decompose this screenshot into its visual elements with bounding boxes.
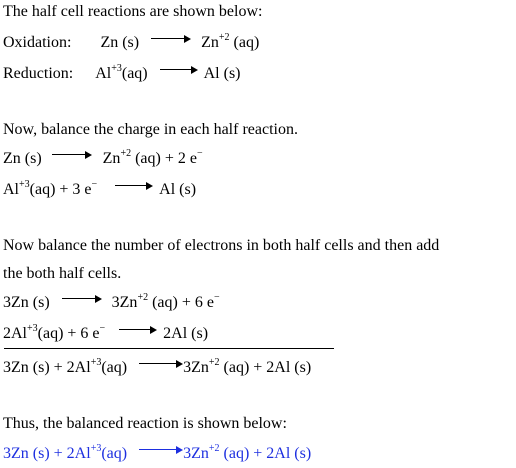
electron-heading-2: the both half cells. [3,265,122,282]
el-1-left: 3Zn (s) [3,294,50,311]
el-2-left-base: 2Al [3,325,27,342]
final-right-charge: +2 [208,443,220,454]
el-1-right-base: 3Zn [111,294,138,311]
sum-right-charge: +2 [208,357,220,368]
reaction-arrow-icon [139,445,183,455]
charge-2-left-base: Al [3,181,19,198]
oxidation-right-charge: +2 [218,32,230,43]
sum-equation [3,358,311,378]
reaction-arrow-icon [119,325,157,335]
charge-heading: Now, balance the charge in each half reaction. [3,121,298,138]
reduction-left-charge: +3 [111,63,122,74]
el-1-right-charge: +2 [137,292,149,303]
final-right-rest: (aq) + 2Al (s) [219,445,312,462]
oxidation-right-base: Zn [201,34,219,51]
sum-right-rest: (aq) + 2Al (s) [219,359,312,376]
sum-left-a: 3Zn (s) + 2Al [3,359,91,376]
final-heading: Thus, the balanced reaction is shown below: [3,415,287,432]
sum-left-b: (aq) [101,359,128,376]
reduction-left-base: Al [95,65,112,82]
summation-rule [4,348,334,349]
electron-equation-1 [3,293,220,313]
reaction-arrow-icon [160,65,198,75]
reduction-right: Al (s) [203,65,241,82]
charge-2-left-rest: (aq) + 3 e [29,181,92,198]
electron-sign: − [99,323,106,334]
oxidation-equation [3,33,259,53]
final-left-a: 3Zn (s) + 2Al [3,445,91,462]
electron-sign: − [213,292,220,303]
charge-1-right-base: Zn [102,150,121,167]
reduction-left-phase: (aq) [121,65,148,82]
sum-right-base: 3Zn [183,359,209,376]
charge-2-left-charge: +3 [19,179,30,190]
reaction-arrow-icon [62,294,102,304]
reaction-arrow-icon [52,150,92,160]
el-2-left-rest: (aq) + 6 e [37,325,100,342]
final-equation [3,444,311,464]
charge-1-right-charge: +2 [120,148,132,159]
reduction-equation [3,64,241,84]
electron-equation-2 [3,324,208,344]
reaction-arrow-icon [115,181,153,191]
final-left-b: (aq) [101,445,128,462]
oxidation-left: Zn (s) [100,34,140,51]
oxidation-right-phase: (aq) [229,34,260,51]
el-2-right: 2Al (s) [163,325,209,342]
sum-left-charge: +3 [90,357,102,368]
el-1-right-rest: (aq) + 6 e [148,294,214,311]
intro-text: The half cell reactions are shown below: [3,3,263,20]
oxidation-label: Oxidation: [3,34,72,51]
charge-1-left: Zn (s) [3,150,42,167]
reduction-label: Reduction: [3,65,74,82]
charge-1-right-rest: (aq) + 2 e [131,150,197,167]
electron-heading-1: Now balance the number of electrons in both half cells and then add [3,237,440,254]
final-right-base: 3Zn [183,445,209,462]
final-left-charge: +3 [90,443,102,454]
charge-2-right: Al (s) [159,181,197,198]
electron-sign: − [91,179,98,190]
electron-sign: − [196,148,203,159]
charge-equation-1 [3,149,203,169]
charge-equation-2 [3,180,196,200]
reaction-arrow-icon [151,34,191,44]
reaction-arrow-icon [139,359,183,369]
el-2-left-charge: +3 [27,323,38,334]
